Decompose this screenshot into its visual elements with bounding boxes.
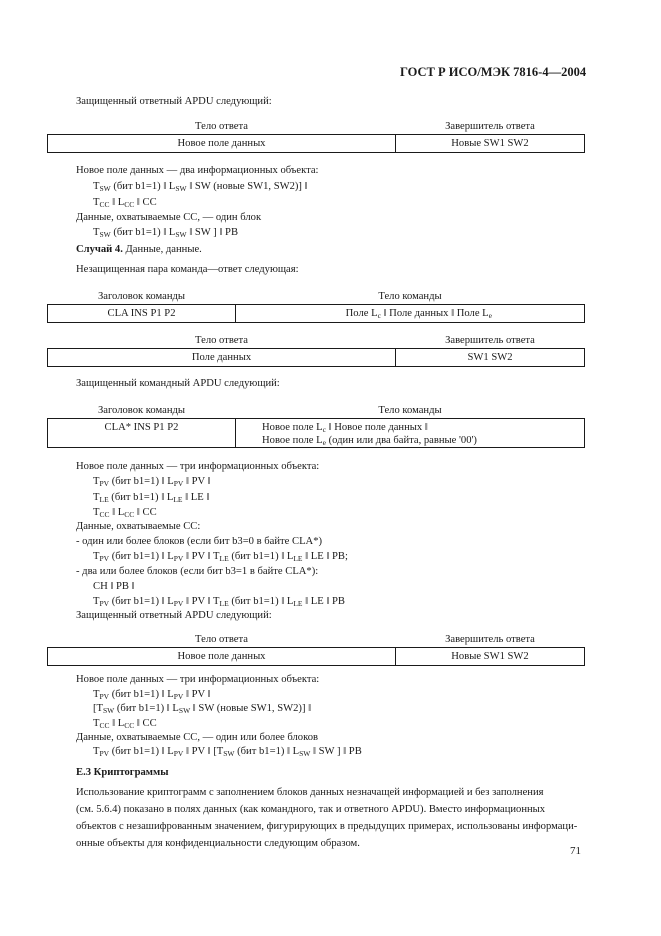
table-cell: Новое поле $L_c$ ‖ Новое поле данных ‖ Новое поле $L_e$ (один или два байта, равные '00') <box>236 419 585 448</box>
text-line: Незащищенная пара команда—ответ следующая: <box>76 264 299 275</box>
command-table-plain <box>47 285 585 323</box>
formula-line: $T_{CC}$ ‖ $L_{CC}$ ‖ CC <box>93 507 157 519</box>
paragraph-line: объектов с незашифрованным значением, фигурирующих в предыдущих примерах, использованы информаци- <box>76 821 578 832</box>
paragraph-line: Использование криптограмм с заполнением блоков данных незначащей информацией и без заполнения <box>76 787 544 798</box>
formula-line: $T_{PV}$ (бит b1=1) ‖ $L_{PV}$ ‖ PV ‖ $T_{LE}$ (бит b1=1) ‖ $L_{LE}$ ‖ LE ‖ PB; <box>93 551 348 563</box>
formula-line: [$T_{SW}$ (бит b1=1) ‖ $L_{SW}$ ‖ SW (новые SW1, SW2)] ‖ <box>93 703 312 715</box>
paragraph <box>76 784 584 852</box>
text-line: Новое поле данных — два информационных объекта: <box>76 165 319 176</box>
table-cell: Поле $L_c$ ‖ Поле данных ‖ Поле $L_e$ <box>236 305 585 323</box>
response-table-1 <box>47 115 585 153</box>
table-cell: CLA* INS P1 P2 <box>48 419 236 448</box>
command-table-secured <box>47 399 585 448</box>
text-line: - один или более блоков (если бит b3=0 в байте CLA*) <box>76 536 323 547</box>
table-header: Завершитель ответа <box>445 634 535 645</box>
text-line: Защищенный ответный APDU следующий: <box>76 610 272 621</box>
text-line: Защищенный командный APDU следующий: <box>76 378 280 389</box>
text-line: Данные, охватываемые CC: <box>76 521 201 532</box>
document-header: ГОСТ Р ИСО/МЭК 7816-4—2004 <box>400 65 587 79</box>
table-header: Тело ответа <box>195 121 248 132</box>
table-cell: Новые SW1 SW2 <box>396 135 585 153</box>
table-header: Завершитель ответа <box>445 121 535 132</box>
text-line: - два или более блоков (если бит b3=1 в байте CLA*): <box>76 566 319 577</box>
table-cell: SW1 SW2 <box>396 349 585 367</box>
text-line: Данные, охватываемые CC, — один или более блоков <box>76 732 319 743</box>
formula-line: $T_{SW}$ (бит b1=1) ‖ $L_{SW}$ ‖ SW (новые SW1, SW2)] ‖ <box>93 181 308 193</box>
paragraph-line: (см. 5.6.4) показано в полях данных (как командного, так и ответного APDU). Вместо информационных <box>76 804 546 815</box>
case-heading: Случай 4. Данные, данные. <box>76 244 202 255</box>
table-header: Завершитель ответа <box>445 335 535 346</box>
table-header: Тело ответа <box>195 634 248 645</box>
response-table-2 <box>47 628 585 666</box>
table-cell: Новые SW1 SW2 <box>396 648 585 666</box>
formula-line: $T_{PV}$ (бит b1=1) ‖ $L_{PV}$ ‖ PV ‖ <box>93 689 211 701</box>
section-heading: E.3 Криптограммы <box>76 767 169 778</box>
formula-line: $T_{PV}$ (бит b1=1) ‖ $L_{PV}$ ‖ PV ‖ $T_{LE}$ (бит b1=1) ‖ $L_{LE}$ ‖ LE ‖ PB <box>93 596 345 608</box>
text-line: Данные, охватываемые CC, — один блок <box>76 212 262 223</box>
formula-line: $T_{PV}$ (бит b1=1) ‖ $L_{PV}$ ‖ PV ‖ [$T_{SW}$ (бит b1=1) ‖ $L_{SW}$ ‖ SW ] ‖ PB <box>93 746 362 758</box>
formula-line: $T_{PV}$ (бит b1=1) ‖ $L_{PV}$ ‖ PV ‖ <box>93 476 211 488</box>
table-header: Заголовок команды <box>97 405 186 416</box>
response-table-plain <box>47 329 585 367</box>
table-cell: Новое поле данных <box>48 648 396 666</box>
table-header: Тело ответа <box>195 335 248 346</box>
paragraph-line: онные объекты для конфиденциальности следующим образом. <box>76 838 360 849</box>
text-line: Новое поле данных — три информационных объекта: <box>76 461 320 472</box>
formula-line: $T_{CC}$ ‖ $L_{CC}$ ‖ CC <box>93 718 157 730</box>
formula-line: $T_{SW}$ (бит b1=1) ‖ $L_{SW}$ ‖ SW ] ‖ PB <box>93 227 239 239</box>
text-line: Защищенный ответный APDU следующий: <box>76 96 272 107</box>
page-number: 71 <box>570 845 581 857</box>
formula-line: $T_{LE}$ (бит b1=1) ‖ $L_{LE}$ ‖ LE ‖ <box>93 492 210 504</box>
text-line: Новое поле данных — три информационных объекта: <box>76 674 320 685</box>
table-header: Тело команды <box>378 405 442 416</box>
table-cell: CLA INS P1 P2 <box>48 305 236 323</box>
table-cell: Поле данных <box>48 349 396 367</box>
table-header: Тело команды <box>378 291 442 302</box>
table-cell: Новое поле данных <box>48 135 396 153</box>
formula-line: CH ‖ PB ‖ <box>93 581 135 592</box>
table-header: Заголовок команды <box>97 291 186 302</box>
formula-line: $T_{CC}$ ‖ $L_{CC}$ ‖ CC <box>93 197 157 209</box>
